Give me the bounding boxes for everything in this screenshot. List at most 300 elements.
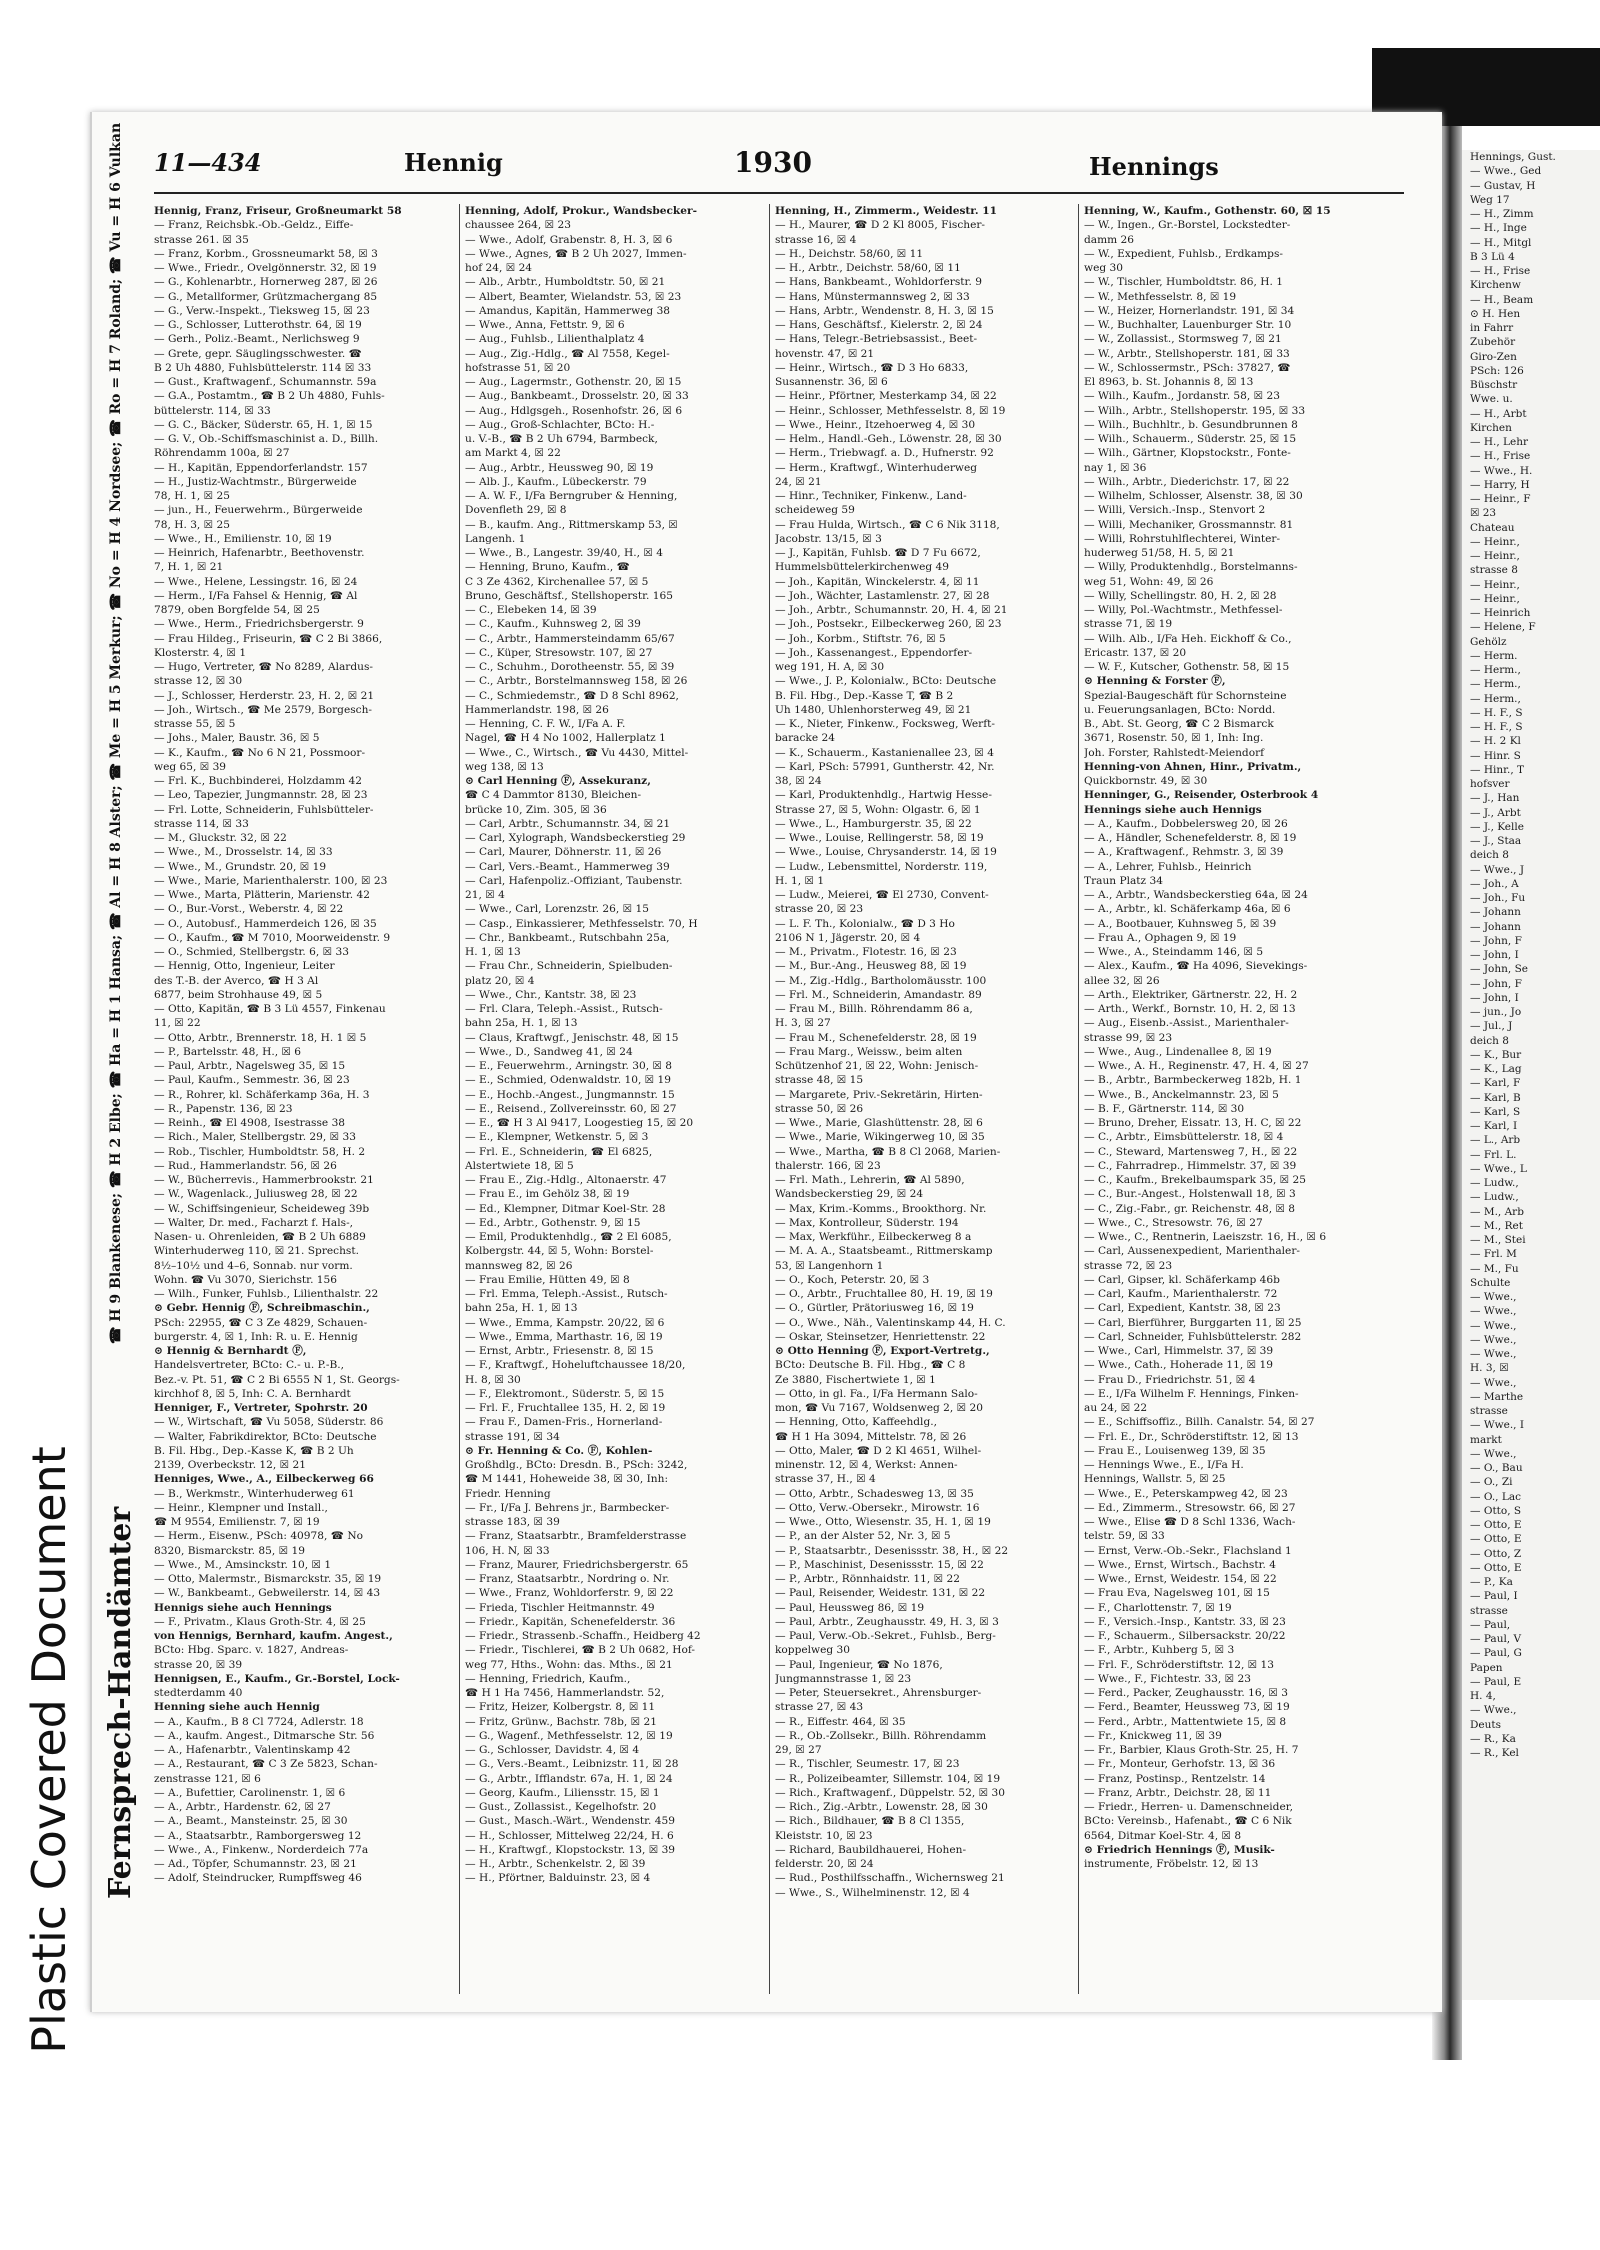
- directory-entry: — G., Wagenf., Methfesselstr. 12, ☒ 19: [465, 1729, 673, 1742]
- directory-entry: ⊙ Hennig & Bernhardt Ⓕ,: [154, 1345, 307, 1357]
- directory-entry: weg 138, ☒ 13: [465, 760, 544, 773]
- directory-entry: — Wwe., Aug., Lindenallee 8, ☒ 19: [1084, 1045, 1272, 1058]
- directory-entry: BCto: Deutsche B. Fil. Hbg., ☎ C 8: [775, 1359, 966, 1372]
- right-page-fragment: [1462, 150, 1600, 2000]
- directory-entry: — Aug., Fuhlsb., Lilienthalplatz 4: [465, 333, 645, 346]
- directory-entry: 11, ☒ 22: [154, 1017, 201, 1030]
- right-page-entry: — L., Arb: [1470, 1134, 1521, 1147]
- directory-entry: Kleiststr. 10, ☒ 23: [775, 1829, 873, 1842]
- directory-entry: — Frau Emilie, Hütten 49, ☒ 8: [465, 1273, 630, 1286]
- right-page-entry: — M., Fu: [1470, 1262, 1519, 1275]
- right-page-entry: — R., Kel: [1470, 1747, 1519, 1759]
- right-page-entry: ⊙ H. Hen: [1470, 307, 1521, 320]
- directory-entry: — P., Bartelsstr. 48, H., ☒ 6: [154, 1045, 302, 1058]
- directory-entry: strasse 48, ☒ 15: [775, 1074, 864, 1087]
- directory-entry: Quickbornstr. 49, ☒ 30: [1084, 775, 1208, 787]
- directory-entry: — Otto, Malermstr., Bismarckstr. 35, ☒ 19: [154, 1573, 382, 1585]
- directory-entry: — Henning, C. F. W., I/Fa A. F.: [465, 718, 626, 730]
- directory-entry: — Frau E., Zig.-Hdlg., Altonaerstr. 47: [465, 1174, 667, 1186]
- right-page-entry: — Heinrich: [1470, 607, 1531, 619]
- directory-entry: — A., Arbtr., Hardenstr. 62, ☒ 27: [154, 1801, 331, 1813]
- directory-entry: — Joh., Postsekr., Eilbeckerweg 260, ☒ 23: [775, 618, 1002, 631]
- directory-entry: — W., Schiffsingenieur, Scheideweg 39b: [154, 1202, 370, 1215]
- right-page-entry: in Fahrr: [1470, 322, 1514, 334]
- directory-entry: — C., Bur.-Angest., Holstenwall 18, ☒ 3: [1084, 1188, 1296, 1201]
- directory-entry: — A., Staatsarbtr., Ramborgersweg 12: [154, 1829, 362, 1842]
- right-page-entry: — Wwe., J: [1470, 863, 1525, 876]
- directory-entry: — L. F. Th., Kolonialw., ☎ D 3 Ho: [775, 917, 955, 930]
- directory-entry: Henning siehe auch Hennig: [154, 1701, 320, 1714]
- directory-entry: — Paul, Reisender, Weidestr. 131, ☒ 22: [775, 1587, 986, 1600]
- right-page-entry: — H., Beam: [1470, 293, 1534, 306]
- directory-entry: — Arth., Werkf., Bornstr. 10, H. 2, ☒ 13: [1084, 1003, 1296, 1015]
- directory-entry: — Paul, Ingenieur, ☎ No 1876,: [775, 1658, 943, 1671]
- right-page-entry: — Heinr.,: [1470, 592, 1520, 605]
- directory-entry: — Heinr., Schlosser, Methfesselstr. 8, ☒ 19: [775, 404, 1006, 417]
- directory-entry: — B., Werkmstr., Winterhuderweg 61: [154, 1487, 355, 1500]
- directory-entry: — Wwe., Carl, Lorenzstr. 26, ☒ 15: [465, 903, 649, 916]
- directory-entry: Winterhuderweg 110, ☒ 21. Sprechst.: [154, 1245, 359, 1258]
- directory-entry: — Wwe., Marta, Plätterin, Marienstr. 42: [154, 889, 370, 901]
- directory-entry: B 2 Uh 4880, Fuhlsbüttelerstr. 114 ☒ 33: [154, 361, 372, 374]
- directory-entry: — Rud., Hammerlandstr. 56, ☒ 26: [154, 1159, 337, 1172]
- directory-entry: — Wwe., D., Sandweg 41, ☒ 24: [465, 1045, 633, 1058]
- directory-entry: Schützenhof 21, ☒ 22, Wohn: Jenisch-: [775, 1060, 979, 1072]
- directory-entry: 7, H. 1, ☒ 21: [154, 561, 224, 574]
- directory-entry: ☎ M 9554, Emilienstr. 7, ☒ 19: [154, 1516, 320, 1528]
- directory-entry: — Willi, Mechaniker, Grossmannstr. 81: [1084, 518, 1294, 531]
- directory-entry: hovenstr. 47, ☒ 21: [775, 347, 875, 360]
- directory-entry: — Frl. Math., Lehrerin, ☎ Al 5890,: [775, 1174, 965, 1186]
- directory-entry: — Willi, Versich.-Insp., Stenvort 2: [1084, 504, 1266, 517]
- directory-entry: — C., Arbtr., Eimsbüttelerstr. 18, ☒ 4: [1084, 1131, 1284, 1144]
- directory-entry: — H., Kraftwgf., Klopstockstr. 13, ☒ 39: [465, 1843, 676, 1856]
- directory-entry: — Carl, Kaufm., Marienthalerstr. 72: [1084, 1288, 1278, 1300]
- directory-entry: C 3 Ze 4362, Kirchenallee 57, ☒ 5: [465, 575, 649, 588]
- directory-entry: Hennings, Wallstr. 5, ☒ 25: [1084, 1473, 1226, 1486]
- right-page-entry: — Karl, I: [1470, 1120, 1518, 1132]
- directory-entry: — Richard, Baubildhauerei, Hohen-: [775, 1843, 967, 1856]
- directory-entry: mon, ☎ Vu 7167, Woldsenweg 2, ☒ 20: [775, 1402, 983, 1414]
- directory-entry: — Willi, Rohrstuhlflechterei, Winter-: [1084, 532, 1281, 545]
- directory-entry: — Frau E., im Gehölz 38, ☒ 19: [465, 1188, 630, 1201]
- directory-entry: strasse 99, ☒ 23: [1084, 1031, 1173, 1044]
- directory-entry: — Joh., Kassenangest., Eppendorfer-: [775, 646, 973, 659]
- directory-entry: — Karl, PSch: 57991, Guntherstr. 42, Nr.: [775, 760, 995, 773]
- directory-entry: — Aug., Eisenb.-Assist., Marienthaler-: [1084, 1017, 1289, 1030]
- directory-entry: felderstr. 20, ☒ 24: [775, 1858, 874, 1870]
- directory-entry: allee 32, ☒ 26: [1084, 974, 1160, 987]
- directory-entry: — W., Ingen., Gr.-Borstel, Lockstedter-: [1084, 219, 1291, 232]
- directory-entry: — A., Kraftwagenf., Rehmstr. 3, ☒ 39: [1084, 846, 1284, 859]
- directory-entry: — Rud., Posthilfsschaffn., Wichernsweg 21: [775, 1872, 1005, 1885]
- directory-entry: — C., Kaufm., Brekelbaumspark 35, ☒ 25: [1084, 1174, 1307, 1186]
- directory-entry: — G.A., Postamtm., ☎ B 2 Uh 4880, Fuhls-: [154, 390, 385, 403]
- directory-entry: — Wwe., Anna, Fettstr. 9, ☒ 6: [465, 319, 625, 331]
- right-page-entry: — Wwe., H.: [1470, 464, 1533, 477]
- right-page-entry: — Wwe.,: [1470, 1447, 1517, 1460]
- right-page-entry: — Wwe., L: [1470, 1162, 1527, 1175]
- directory-entry: — Franz, Korbm., Grossneumarkt 58, ☒ 3: [154, 247, 378, 260]
- directory-entry: strasse 20, ☒ 39: [154, 1658, 243, 1671]
- directory-entry: — Wwe., Otto, Wiesenstr. 35, H. 1, ☒ 19: [775, 1516, 991, 1528]
- directory-entry: — Wwe., L., Hamburgerstr. 35, ☒ 22: [775, 817, 972, 830]
- directory-entry: — Friedr., Strassenb.-Schaffn., Heidberg 42: [465, 1630, 701, 1642]
- directory-entry: — Carl, Aussenexpedient, Marienthaler-: [1084, 1245, 1300, 1258]
- directory-entry: — P., Arbtr., Rönnhaidstr. 11, ☒ 22: [775, 1573, 960, 1585]
- right-page-entry: — Herm.,: [1470, 678, 1521, 691]
- directory-entry: kirchhof 8, ☒ 5, Inh: C. A. Bernhardt: [154, 1387, 351, 1400]
- directory-entry: — Ed., Zimmerm., Stresowstr. 66, ☒ 27: [1084, 1501, 1296, 1514]
- directory-entry: — Carl, Xylograph, Wandsbeckerstieg 29: [465, 832, 686, 844]
- directory-entry: — E., Klempner, Wetkenstr. 5, ☒ 3: [465, 1131, 649, 1144]
- right-page-entry: — P., Ka: [1470, 1576, 1513, 1588]
- directory-entry: von Hennigs, Bernhard, kaufm. Angest.,: [154, 1630, 393, 1642]
- directory-entry: — Franz, Arbtr., Deichstr. 28, ☒ 11: [1084, 1786, 1272, 1799]
- directory-entry: BCto: Hbg. Sparc. v. 1827, Andreas-: [154, 1644, 349, 1657]
- directory-entry: — Bruno, Dreher, Eissatr. 13, H. C, ☒ 22: [1084, 1117, 1302, 1129]
- directory-entry: — O., Schmied, Stellbergstr. 6, ☒ 33: [154, 946, 349, 958]
- directory-entry: — E., ☎ H 3 Al 9417, Loogestieg 15, ☒ 20: [465, 1117, 694, 1129]
- directory-entry: — Wwe., F., Fichtestr. 33, ☒ 23: [1084, 1672, 1251, 1685]
- right-page-entry: — jun., Jo: [1470, 1006, 1522, 1018]
- right-page-entry: — H., Inge: [1470, 222, 1527, 235]
- directory-entry: — Leo, Tapezier, Jungmannstr. 28, ☒ 23: [154, 789, 368, 802]
- directory-entry: Henning, W., Kaufm., Gothenstr. 60, ☒ 15: [1084, 205, 1331, 217]
- directory-entry: — H., Arbtr., Deichstr. 58/60, ☒ 11: [775, 262, 961, 274]
- directory-entry: — Wwe., C., Stresowstr. 76, ☒ 27: [1084, 1216, 1263, 1229]
- directory-entry: zenstrasse 121, ☒ 6: [154, 1772, 261, 1785]
- directory-entry: 53, ☒ Langenhorn 1: [775, 1259, 884, 1272]
- directory-entry: — C., Steward, Martensweg 7, H., ☒ 22: [1084, 1145, 1298, 1158]
- right-page-entry: — Heinr.,: [1470, 550, 1520, 562]
- directory-entry: ☎ H 1 Ha 3094, Mittelstr. 78, ☒ 26: [775, 1430, 967, 1443]
- right-page-entry: — Heinr., F: [1470, 493, 1531, 505]
- directory-entry: — Wwe., Martha, ☎ B 8 Cl 2068, Marien-: [775, 1145, 1001, 1158]
- directory-entry: — Carl, Hafenpoliz.-Offiziant, Taubenstr.: [465, 874, 683, 887]
- directory-entry: strasse 71, ☒ 19: [1084, 618, 1173, 631]
- directory-entry: — Frau F., Damen-Fris., Hornerland-: [465, 1416, 663, 1429]
- directory-entry: 24, ☒ 21: [775, 475, 822, 488]
- directory-entry: H. 3, ☒ 27: [775, 1017, 831, 1030]
- directory-entry: — Walter, Dr. med., Facharzt f. Hals-,: [154, 1216, 354, 1229]
- directory-entry: — Fritz, Grünw., Bachstr. 78b, ☒ 21: [465, 1715, 657, 1728]
- right-page-entry: Zubehör: [1470, 336, 1516, 349]
- directory-entry: Henniger, F., Vertreter, Spohrstr. 20: [154, 1402, 368, 1414]
- right-page-entry: — Hinr., T: [1470, 763, 1524, 776]
- directory-entry: — O., Arbtr., Fruchtallee 80, H. 19, ☒ 19: [775, 1288, 993, 1300]
- directory-entry: — O., Koch, Peterstr. 20, ☒ 3: [775, 1273, 930, 1286]
- right-page-entry: — J., Han: [1470, 792, 1520, 805]
- directory-entry: — M., Privatm., Flotestr. 16, ☒ 23: [775, 946, 957, 958]
- right-page-entry: — John, I: [1470, 991, 1519, 1004]
- directory-entry: koppelweg 30: [775, 1644, 850, 1657]
- directory-entry: strasse 27, ☒ 43: [775, 1701, 864, 1714]
- directory-entry: — Frieda, Tischler Heitmannstr. 49: [465, 1601, 655, 1614]
- directory-entry: — A., kaufm. Angest., Ditmarsche Str. 56: [154, 1729, 375, 1742]
- right-page-entry: — Hinr. S: [1470, 749, 1521, 762]
- directory-entry: — Rob., Tischler, Humboldtstr. 58, H. 2: [154, 1145, 366, 1158]
- directory-entry: — Rich., Maler, Stellbergstr. 29, ☒ 33: [154, 1131, 356, 1144]
- directory-entry: — P., Maschinist, Desenissstr. 15, ☒ 22: [775, 1558, 984, 1571]
- directory-entry: — Ernst, Arbtr., Friesenstr. 8, ☒ 15: [465, 1345, 654, 1357]
- right-page-entry: — H., Mitgl: [1470, 236, 1532, 249]
- right-page-entry: — Paul,: [1470, 1618, 1511, 1631]
- directory-entry: Henninger, G., Reisender, Osterbrook 4: [1084, 789, 1319, 802]
- directory-entry: — C., Kaufm., Kuhnsweg 2, ☒ 39: [465, 618, 641, 631]
- column-2: [465, 204, 767, 2004]
- right-page-entry: — Marthe: [1470, 1390, 1524, 1403]
- directory-entry: — Wwe., B., Langestr. 39/40, H., ☒ 4: [465, 547, 663, 559]
- right-page-entry: — Herm.,: [1470, 664, 1521, 676]
- right-page-entry: — Jul., J: [1470, 1020, 1513, 1033]
- directory-entry: — Frau Eva, Nagelsweg 101, ☒ 15: [1084, 1587, 1270, 1600]
- right-page-entry: — Paul, V: [1470, 1633, 1522, 1645]
- directory-entry: — Aug., Arbtr., Heussweg 90, ☒ 19: [465, 461, 654, 474]
- directory-entry: — Paul, Heussweg 86, ☒ 19: [775, 1601, 925, 1614]
- directory-entry: burgerstr. 4, ☒ 1, Inh: R. u. E. Hennig: [154, 1330, 358, 1343]
- right-page-entry: — John, I: [1470, 949, 1519, 961]
- directory-entry: — B., Arbtr., Barmbeckerweg 182b, H. 1: [1084, 1074, 1302, 1087]
- directory-entry: ⊙ Carl Henning Ⓕ, Assekuranz,: [465, 775, 651, 787]
- directory-entry: — H., Kapitän, Eppendorferlandstr. 157: [154, 461, 368, 474]
- directory-entry: — Wwe., Herm., Friedrichsbergerstr. 9: [154, 618, 364, 631]
- directory-entry: — E., Feuerwehrm., Arningstr. 30, ☒ 8: [465, 1060, 673, 1072]
- directory-entry: — Herm., Eisenw., PSch: 40978, ☎ No: [154, 1530, 363, 1543]
- directory-entry: — Wilh., Arbtr., Diederichstr. 17, ☒ 22: [1084, 475, 1290, 488]
- directory-entry: Röhrendamm 100a, ☒ 27: [154, 447, 290, 460]
- directory-entry: — Wwe., A., Finkenw., Norderdeich 77a: [154, 1843, 369, 1856]
- right-page-entry: — R., Ka: [1470, 1732, 1516, 1745]
- directory-entry: — Wwe., Marie, Marienthalerstr. 100, ☒ 23: [154, 874, 388, 887]
- directory-entry: des T.-B. der Averco, ☎ H 3 Al: [154, 974, 319, 987]
- directory-entry: strasse 261. ☒ 35: [154, 233, 249, 246]
- directory-entry: — A., Arbtr., kl. Schäferkamp 46a, ☒ 6: [1084, 903, 1291, 916]
- right-page-entry: — K., Bur: [1470, 1048, 1522, 1061]
- directory-entry: — B., kaufm. Ang., Rittmerskamp 53, ☒: [465, 518, 678, 531]
- right-page-entry: deich 8: [1470, 849, 1509, 862]
- fernsprech-label: Fernsprech-Handämter: [103, 1506, 138, 1899]
- directory-entry: — Carl, Arbtr., Schumannstr. 34, ☒ 21: [465, 817, 671, 830]
- directory-entry: 106, H. N, ☒ 33: [465, 1544, 550, 1557]
- directory-entry: — W., Methfesselstr. 8, ☒ 19: [1084, 290, 1237, 303]
- directory-entry: baracke 24: [775, 732, 835, 745]
- directory-entry: — Ed., Arbtr., Gothenstr. 9, ☒ 15: [465, 1216, 641, 1229]
- right-page-entry: — John, F: [1470, 977, 1522, 990]
- right-page-entry: — H. 2 Kl: [1470, 735, 1521, 748]
- right-page-entry: strasse: [1470, 1604, 1508, 1617]
- directory-entry: — A., Bufettier, Carolinenstr. 1, ☒ 6: [154, 1786, 346, 1799]
- directory-entry: 29, ☒ 27: [775, 1744, 822, 1756]
- right-page-entry: — Johann: [1470, 920, 1521, 933]
- directory-entry: — Carl, Vers.-Beamt., Hammerweg 39: [465, 860, 670, 873]
- directory-entry: strasse 16, ☒ 4: [775, 233, 857, 246]
- directory-entry: — W. F., Kutscher, Gothenstr. 58, ☒ 15: [1084, 661, 1290, 673]
- right-page-entry: — Joh., A: [1470, 877, 1519, 890]
- directory-entry: — R., Tischler, Seumestr. 17, ☒ 23: [775, 1758, 960, 1771]
- directory-entry: — C., Elebeken 14, ☒ 39: [465, 604, 597, 616]
- directory-entry: — Wwe., Marie, Glashüttenstr. 28, ☒ 6: [775, 1117, 983, 1129]
- directory-entry: — Ed., Klempner, Ditmar Koel-Str. 28: [465, 1202, 666, 1215]
- directory-entry: — A., Kaufm., B 8 Cl 7724, Adlerstr. 18: [154, 1715, 364, 1728]
- directory-entry: — Wwe., Emma, Kampstr. 20/22, ☒ 6: [465, 1316, 665, 1329]
- directory-entry: — E., I/Fa Wilhelm F. Hennings, Finken-: [1084, 1387, 1299, 1400]
- column-divider: [769, 204, 770, 1994]
- directory-entry: — Carl, Maurer, Döhnerstr. 11, ☒ 26: [465, 846, 662, 859]
- right-page-entry: — H., Zimm: [1470, 208, 1534, 220]
- directory-entry: Nasen- u. Ohrenleiden, ☎ B 2 Uh 6889: [154, 1231, 366, 1243]
- directory-entry: — W., Expedient, Fuhlsb., Erdkamps-: [1084, 247, 1283, 260]
- right-page-entry: — Wwe., I: [1470, 1419, 1524, 1432]
- right-page-entry: — H., Lehr: [1470, 436, 1528, 448]
- directory-entry: — O., Bur.-Vorst., Weberstr. 4, ☒ 22: [154, 903, 344, 916]
- header-right-word: Hennings: [1089, 152, 1219, 181]
- directory-entry: minenstr. 12, ☒ 4, Werkst: Annen-: [775, 1459, 958, 1471]
- directory-entry: — K., Schauerm., Kastanienallee 23, ☒ 4: [775, 746, 994, 759]
- directory-entry: — Frl. E., Dr., Schröderstiftstr. 12, ☒ 13: [1084, 1430, 1299, 1443]
- directory-entry: Henniges, Wwe., A., Eilbeckerweg 66: [154, 1473, 374, 1486]
- directory-entry: — Ludw., Lebensmittel, Norderstr. 119,: [775, 860, 988, 873]
- directory-entry: — A., Beamt., Mansteinstr. 25, ☒ 30: [154, 1815, 348, 1828]
- right-page-entry: — Otto, S: [1470, 1504, 1522, 1517]
- directory-entry: — Arth., Elektriker, Gärtnerstr. 22, H. 2: [1084, 988, 1298, 1001]
- directory-entry: — Henning, Bruno, Kaufm., ☎: [465, 561, 630, 574]
- right-page-entry: — Frl. M: [1470, 1248, 1517, 1261]
- right-page-entry: — Wwe.,: [1470, 1305, 1517, 1318]
- directory-entry: — Henning, Otto, Kaffeehdlg.,: [775, 1416, 937, 1429]
- directory-entry: — P., an der Alster 52, Nr. 3, ☒ 5: [775, 1530, 951, 1543]
- right-page-entry: — Wwe.,: [1470, 1319, 1517, 1332]
- directory-entry: 38, ☒ 24: [775, 775, 822, 787]
- directory-entry: Strasse 27, ☒ 5, Wohn: Olgastr. 6, ☒ 1: [775, 803, 981, 816]
- directory-entry: ☎ M 1441, Hoheweide 38, ☒ 30, Inh:: [465, 1473, 669, 1486]
- right-page-entry: — Joh., Fu: [1470, 892, 1526, 904]
- directory-entry: 8320, Bismarckstr. 85, ☒ 19: [154, 1544, 305, 1557]
- directory-entry: — G., Schlosser, Lutterothstr. 64, ☒ 19: [154, 319, 362, 331]
- directory-entry: 78, H. 3, ☒ 25: [154, 518, 231, 531]
- directory-entry: — O., Gürtler, Prätoriusweg 16, ☒ 19: [775, 1302, 974, 1315]
- directory-entry: platz 20, ☒ 4: [465, 974, 535, 987]
- right-page-entry: H. 4,: [1470, 1690, 1496, 1702]
- directory-entry: Großhdlg., BCto: Dresdn. B., PSch: 3242,: [465, 1459, 688, 1471]
- directory-entry: — G., Arbtr., Ifflandstr. 67a, H. 1, ☒ 24: [465, 1772, 673, 1785]
- directory-entry: — W., Tischler, Humboldtstr. 86, H. 1: [1084, 276, 1283, 289]
- directory-entry: — Hennings Wwe., E., I/Fa H.: [1084, 1459, 1244, 1471]
- directory-entry: — Wwe., Louise, Rellingerstr. 58, ☒ 19: [775, 832, 984, 844]
- directory-entry: — Adolf, Steindrucker, Rumpffsweg 46: [154, 1872, 362, 1885]
- right-page-entry: — Paul, I: [1470, 1590, 1518, 1603]
- directory-entry: — Alex., Kaufm., ☎ Ha 4096, Sievekings-: [1084, 960, 1308, 973]
- directory-entry: — Friedr., Kapitän, Schenefelderstr. 36: [465, 1615, 676, 1628]
- directory-entry: Wandsbeckerstieg 29, ☒ 24: [775, 1188, 924, 1201]
- directory-entry: B. Fil. Hbg., Dep.-Kasse T, ☎ B 2: [775, 689, 954, 702]
- right-page-entry: — O., Lac: [1470, 1490, 1521, 1503]
- right-page-entry: B 3 Lü 4: [1470, 250, 1515, 263]
- directory-entry: — Frl. Emma, Teleph.-Assist., Rutsch-: [465, 1288, 668, 1300]
- directory-entry: Kolbergstr. 44, ☒ 5, Wohn: Borstel-: [465, 1245, 654, 1258]
- directory-entry: — G., Metallformer, Grützmachergang 85: [154, 290, 378, 303]
- directory-entry: — Alb. J., Kaufm., Lübeckerstr. 79: [465, 475, 647, 488]
- directory-entry: nay 1, ☒ 36: [1084, 461, 1147, 474]
- directory-entry: — Frau M., Schenefelderstr. 28, ☒ 19: [775, 1031, 977, 1044]
- directory-entry: Nagel, ☎ H 4 No 1002, Hallerplatz 1: [465, 732, 666, 745]
- header-left-word: Hennig: [404, 148, 503, 177]
- directory-entry: telstr. 59, ☒ 33: [1084, 1530, 1165, 1543]
- directory-entry: 8½–10½ und 4–6, Sonnab. nur vorm.: [154, 1259, 353, 1272]
- directory-entry: — Ernst, Verw.-Ob.-Sekr., Flachsland 1: [1084, 1544, 1292, 1557]
- directory-entry: — A. W. F., I/Fa Berngruber & Henning,: [465, 490, 678, 502]
- directory-entry: — H., Justiz-Wachtmstr., Bürgerweide: [154, 475, 357, 488]
- directory-entry: Henning, Adolf, Prokur., Wandsbecker-: [465, 205, 697, 217]
- right-page-entry: — O., Bau: [1470, 1462, 1523, 1474]
- directory-entry: — Otto, in gl. Fa., I/Fa Hermann Salo-: [775, 1387, 978, 1400]
- right-page-entry: — Herm.: [1470, 649, 1518, 662]
- directory-entry: — G., Verw.-Inspekt., Tieksweg 15, ☒ 23: [154, 304, 370, 317]
- directory-entry: 3671, Rosenstr. 50, ☒ 1, Inh: Ing.: [1084, 732, 1264, 745]
- right-page-entry: — O., Zi: [1470, 1476, 1513, 1489]
- directory-entry: mannsweg 82, ☒ 26: [465, 1259, 573, 1272]
- directory-entry: — Aug., Hdlgsgeh., Rosenhofstr. 26, ☒ 6: [465, 404, 683, 417]
- directory-entry: Jungmannstrasse 1, ☒ 23: [775, 1672, 912, 1685]
- directory-entry: — Wwe., A., Steindamm 146, ☒ 5: [1084, 946, 1264, 958]
- directory-entry: — E., Reisend., Zollvereinsstr. 60, ☒ 27: [465, 1102, 677, 1115]
- directory-entry: — Wwe., H., Emilienstr. 10, ☒ 19: [154, 532, 332, 545]
- directory-entry: — Aug., Groß-Schlachter, BCto: H.-: [465, 418, 655, 431]
- directory-entry: — C., Schmiedemstr., ☎ D 8 Schl 8962,: [465, 689, 679, 702]
- right-page-entry: — Wwe.,: [1470, 1704, 1517, 1717]
- directory-entry: — Otto, Arbtr., Brennerstr. 18, H. 1 ☒ 5: [154, 1031, 367, 1044]
- directory-entry: — G. V., Ob.-Schiffsmaschinist a. D., Billh.: [154, 433, 379, 445]
- directory-entry: Joh. Forster, Rahlstedt-Meiendorf: [1084, 746, 1265, 759]
- directory-entry: — O., Kaufm., ☎ M 7010, Moorweidenstr. 9: [154, 931, 391, 944]
- directory-entry: huderweg 51/58, H. 5, ☒ 21: [1084, 547, 1235, 559]
- directory-entry: — J., Schlosser, Herderstr. 23, H. 2, ☒ 21: [154, 689, 375, 702]
- column-3: [775, 204, 1077, 2004]
- directory-entry: — Wwe., Franz, Wohldorferstr. 9, ☒ 22: [465, 1587, 674, 1600]
- directory-entry: — Otto, Kapitän, ☎ B 3 Lü 4557, Finkenau: [154, 1003, 386, 1015]
- directory-entry: — Wwe., Ernst, Wirtsch., Bachstr. 4: [1084, 1558, 1276, 1571]
- directory-entry: — H., Schlosser, Mittelweg 22/24, H. 6: [465, 1829, 674, 1842]
- directory-entry: — Hans, Geschäftsf., Kielerstr. 2, ☒ 24: [775, 319, 983, 331]
- directory-entry: strasse 183, ☒ 39: [465, 1516, 560, 1528]
- directory-entry: Susannenstr. 36, ☒ 6: [775, 376, 888, 388]
- directory-entry: — Max, Krim.-Komms., Brookthorg. Nr.: [775, 1202, 987, 1215]
- directory-entry: — Wwe., E., Peterskampweg 42, ☒ 23: [1084, 1487, 1288, 1500]
- directory-entry: scheideweg 59: [775, 504, 855, 517]
- right-page-entry: — John, Se: [1470, 963, 1528, 976]
- sidebar-legend: [100, 122, 140, 1899]
- directory-entry: Hennigs siehe auch Hennings: [154, 1601, 332, 1614]
- directory-entry: — R., Eiffestr. 464, ☒ 35: [775, 1715, 906, 1728]
- directory-entry: H. 1, ☒ 1: [775, 874, 825, 887]
- directory-entry: — Aug., Lagermstr., Gothenstr. 20, ☒ 15: [465, 376, 682, 388]
- directory-entry: — Margarete, Priv.-Sekretärin, Hirten-: [775, 1088, 983, 1101]
- right-page-entry: Papen: [1470, 1661, 1503, 1674]
- exchange-legend: ☎ H 9 Blankenese; ☎ H 2 Elbe; ☎ Ha = H 1 Hansa; ☎ Al = H 8 Alster; ☎ Me = H 5 Merkur; ☎ No = H 4 Nordsee; ☎ Ro = H 7 Roland; ☎ Vu = H 6 Vulkan: [108, 122, 124, 1344]
- right-page-entry: — Otto, E: [1470, 1519, 1522, 1531]
- right-page-entry: — Ludw.,: [1470, 1191, 1519, 1204]
- right-page-entry: Gehölz: [1470, 635, 1507, 648]
- directory-entry: — Paul, Verw.-Ob.-Sekret., Fuhlsb., Berg-: [775, 1630, 996, 1642]
- directory-entry: — Wwe., M., Amsinckstr. 10, ☒ 1: [154, 1558, 332, 1571]
- directory-entry: — Joh., Korbm., Stiftstr. 76, ☒ 5: [775, 632, 946, 645]
- directory-entry: Henning, H., Zimmerm., Weidestr. 11: [775, 205, 998, 217]
- directory-entry: — Carl, Schneider, Fuhlsbüttelerstr. 282: [1084, 1330, 1302, 1343]
- directory-entry: — Casp., Einkassierer, Methfesselstr. 70, H: [465, 917, 698, 930]
- directory-entry: — A., Lehrer, Fuhlsb., Heinrich: [1084, 860, 1252, 873]
- right-page-entry: — Otto, E: [1470, 1533, 1522, 1546]
- directory-entry: — Johs., Maler, Baustr. 36, ☒ 5: [154, 732, 320, 745]
